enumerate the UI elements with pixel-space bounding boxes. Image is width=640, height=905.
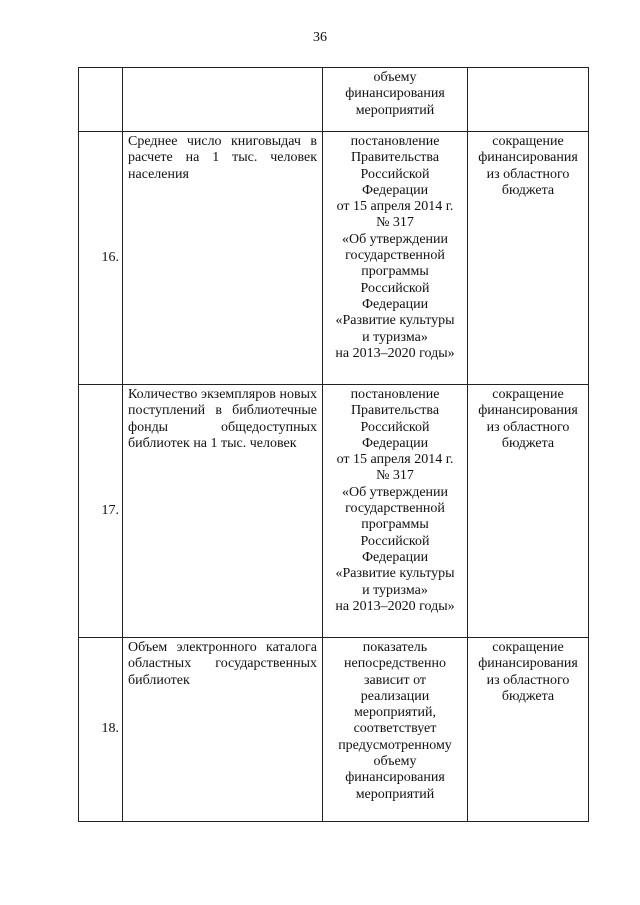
basis-cell: [323, 68, 468, 132]
page-number: 36: [313, 30, 327, 45]
indicator-name-cell: [123, 132, 323, 385]
table-row: [79, 385, 589, 638]
basis-line: на 2013–2020 годы»: [335, 598, 455, 614]
basis-line: Российской: [360, 166, 430, 182]
reason-line: бюджета: [501, 182, 555, 198]
basis-line: программы: [361, 264, 429, 280]
basis-line: объему: [373, 70, 417, 85]
basis-line: и туризма»: [362, 329, 428, 345]
basis-line: государственной: [345, 501, 445, 517]
indicator-name-cell: [123, 385, 323, 638]
reason-line: из областного: [486, 166, 570, 182]
basis-line: мероприятий: [355, 102, 435, 118]
name-line: Количество экземпляров новых поступлений в библиотечные фонды общедоступных библиотек на 1 тыс. человек: [128, 387, 317, 451]
basis-line: показатель: [362, 640, 428, 655]
table-row: [79, 638, 589, 822]
basis-line: № 317: [376, 215, 414, 231]
row-number: 18.: [79, 638, 123, 822]
basis-line: государственной: [345, 248, 445, 264]
basis-line: непосредственно: [344, 656, 446, 672]
basis-line: Федерации: [361, 296, 429, 312]
basis-line: программы: [361, 517, 429, 533]
basis-line: мероприятий: [355, 786, 435, 802]
basis-cell: [323, 132, 468, 385]
basis-line: финансирования: [345, 86, 445, 102]
basis-line: Федерации: [361, 549, 429, 565]
table-body: [79, 68, 589, 822]
indicator-name-cell: [123, 68, 323, 132]
basis-line: и туризма»: [362, 582, 428, 598]
basis-cell: [323, 385, 468, 638]
basis-line: объему: [373, 754, 417, 770]
table-row: [79, 68, 589, 132]
reason-line: сокращение: [492, 387, 564, 402]
basis-line: «Об утверждении: [341, 231, 449, 247]
basis-line: Российской: [360, 533, 430, 549]
row-number: [79, 68, 123, 132]
row-number: 17.: [79, 385, 123, 638]
table-row: [79, 132, 589, 385]
basis-line: «Развитие культуры: [335, 313, 455, 329]
basis-line: Российской: [360, 280, 430, 296]
basis-line: Правительства: [350, 150, 440, 166]
basis-line: от 15 апреля 2014 г.: [336, 452, 454, 468]
name-line: Объем электронного каталога областных государственных библиотек: [128, 640, 317, 688]
basis-line: Федерации: [361, 435, 429, 451]
basis-line: Правительства: [350, 403, 440, 419]
basis-line: Федерации: [361, 182, 429, 198]
basis-line: реализации: [360, 688, 430, 704]
reason-cell: [468, 68, 589, 132]
basis-line: «Развитие культуры: [335, 566, 455, 582]
basis-line: постановление: [350, 387, 440, 402]
basis-line: соответствует: [353, 721, 437, 737]
reason-line: финансирования: [478, 403, 578, 419]
basis-line: предусмотренному: [338, 737, 452, 753]
reason-line: финансирования: [478, 150, 578, 166]
indicator-name-cell: [123, 638, 323, 822]
reason-line: из областного: [486, 419, 570, 435]
name-line: Среднее число книговыдач в расчете на 1 тыс. человек населения: [128, 134, 317, 182]
basis-line: № 317: [376, 468, 414, 484]
reason-cell: [468, 385, 589, 638]
basis-line: финансирования: [345, 770, 445, 786]
reason-cell: [468, 132, 589, 385]
reason-line: сокращение: [492, 134, 564, 149]
basis-line: «Об утверждении: [341, 484, 449, 500]
basis-line: зависит от: [363, 672, 427, 688]
reason-line: финансирования: [478, 656, 578, 672]
reason-cell: [468, 638, 589, 822]
indicators-table: [78, 67, 589, 822]
basis-line: мероприятий,: [353, 705, 437, 721]
basis-line: Российской: [360, 419, 430, 435]
reason-line: из областного: [486, 672, 570, 688]
basis-line: от 15 апреля 2014 г.: [336, 199, 454, 215]
reason-line: сокращение: [492, 640, 564, 655]
basis-line: постановление: [350, 134, 440, 149]
basis-line: на 2013–2020 годы»: [335, 345, 455, 361]
reason-line: бюджета: [501, 688, 555, 704]
basis-cell: [323, 638, 468, 822]
reason-line: бюджета: [501, 435, 555, 451]
row-number: 16.: [79, 132, 123, 385]
